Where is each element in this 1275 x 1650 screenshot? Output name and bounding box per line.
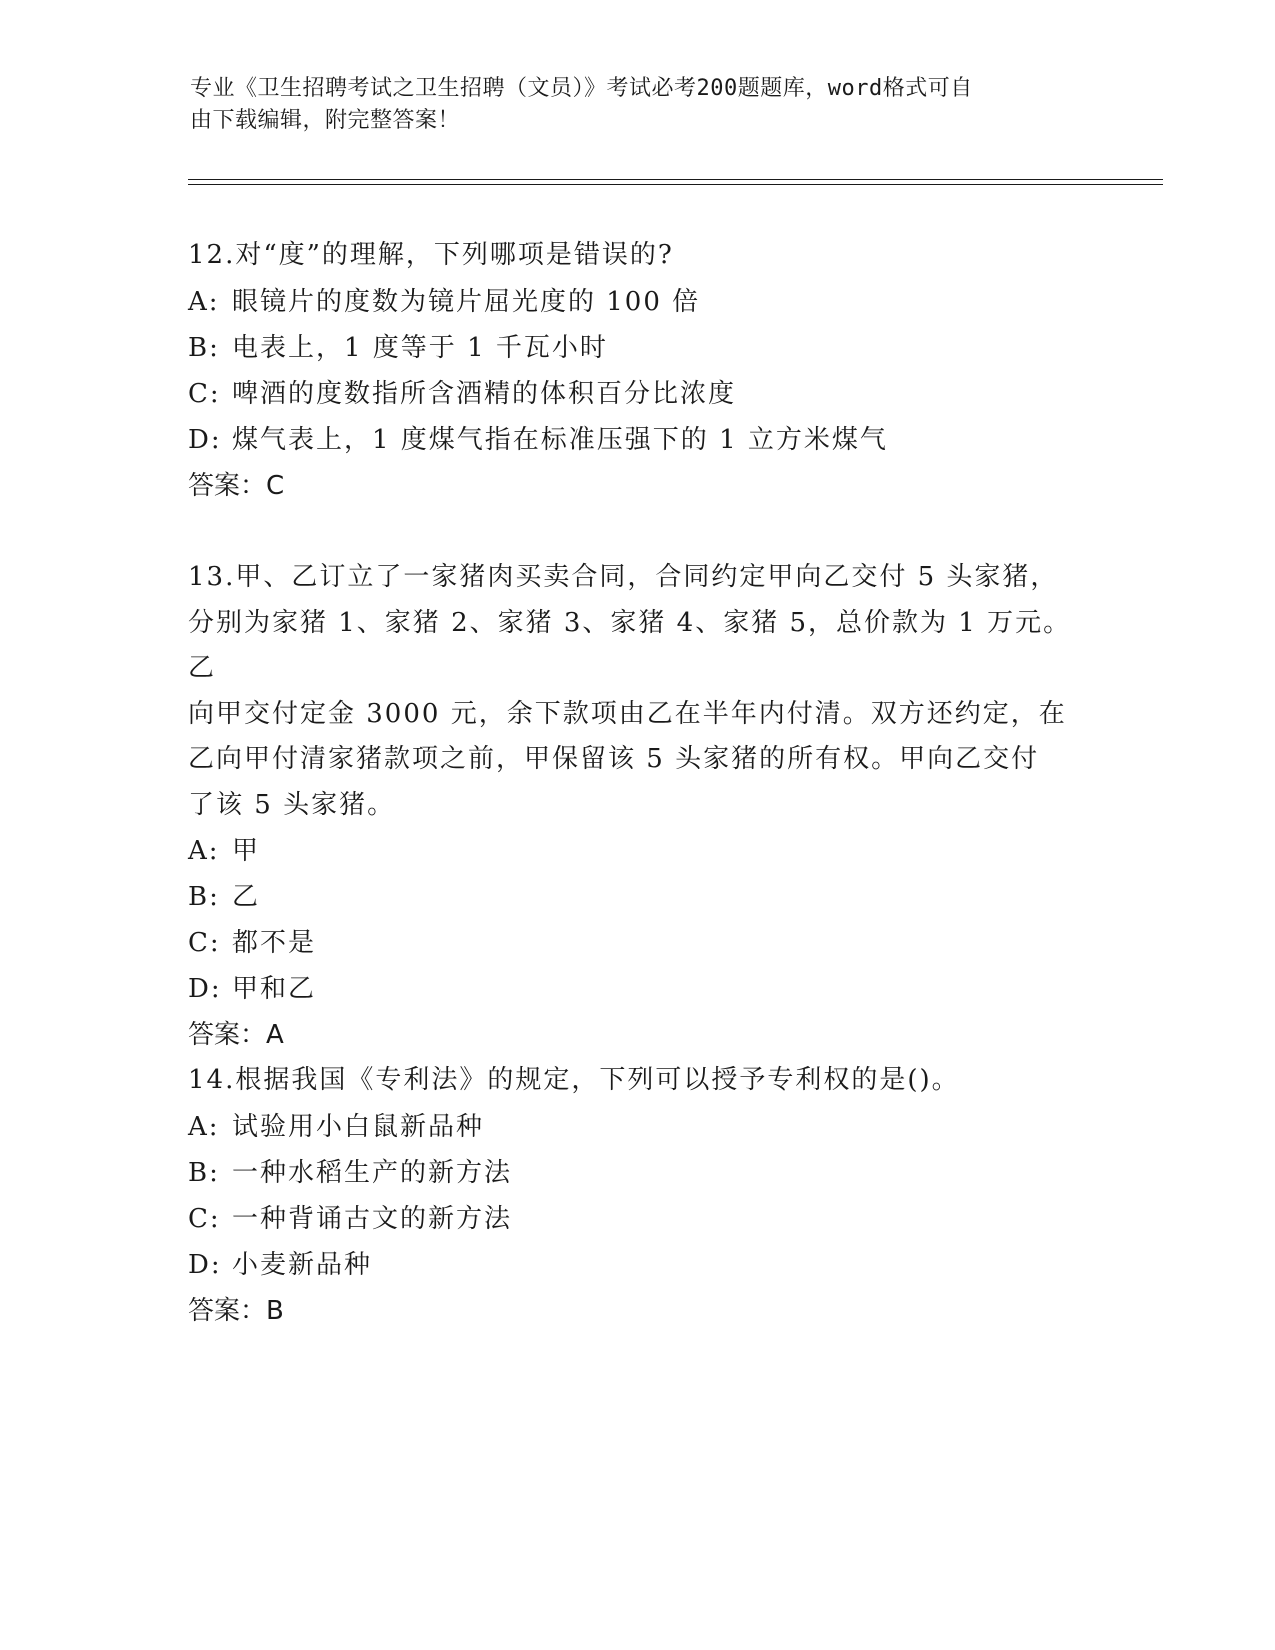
question-stem-line: 13.甲、乙订立了一家猪肉买卖合同，合同约定甲向乙交付 5 头家猪， — [188, 562, 1059, 592]
option-c — [188, 920, 1088, 966]
option-key: D: — [188, 974, 222, 1004]
option-d — [188, 1242, 1088, 1288]
answer-line: 答案：C — [188, 470, 285, 501]
option-key: A: — [188, 286, 220, 317]
question-stem-line: 向甲交付定金 3000 元，余下款项由乙在半年内付清。双方还约定，在 — [188, 698, 1067, 729]
option-key: D: — [188, 1249, 222, 1280]
option-key: A: — [188, 836, 220, 866]
option-c — [188, 1196, 1088, 1242]
option-a — [188, 828, 1088, 874]
question-13 — [188, 555, 1088, 1058]
option-text: 一种水稻生产的新方法 — [232, 1157, 513, 1188]
option-text: 试验用小白鼠新品种 — [232, 1111, 485, 1142]
header-line: 专业《卫生招聘考试之卫生招聘（文员）》考试必考200题题库，word格式可自 — [190, 76, 973, 101]
option-text: 都不是 — [232, 928, 317, 958]
option-key: B: — [188, 1157, 220, 1188]
option-text: 眼镜片的度数为镜片屈光度的 100 倍 — [232, 286, 701, 317]
option-text: 甲 — [232, 836, 261, 866]
header-line: 由下载编辑，附完整答案！ — [190, 108, 461, 133]
option-a — [188, 1104, 1088, 1150]
header-divider — [188, 179, 1163, 180]
option-key: D: — [188, 424, 222, 455]
question-stem-line: 了该 5 头家猪。 — [188, 789, 396, 820]
header-divider — [188, 184, 1163, 185]
question-12 — [188, 233, 1088, 509]
option-key: B: — [188, 882, 220, 912]
option-d — [188, 966, 1088, 1012]
option-text: 乙 — [232, 882, 261, 912]
option-text: 小麦新品种 — [232, 1249, 373, 1280]
option-b — [188, 874, 1088, 920]
document-header — [190, 73, 1090, 137]
option-text: 电表上，1 度等于 1 千瓦小时 — [232, 332, 608, 363]
option-text: 甲和乙 — [232, 974, 317, 1004]
option-key: A: — [188, 1111, 220, 1142]
option-key: B: — [188, 332, 220, 363]
answer-line: 答案：A — [188, 1020, 284, 1050]
option-b — [188, 325, 1088, 371]
option-key: C: — [188, 1203, 221, 1234]
question-stem-line: 乙向甲付清家猪款项之前，甲保留该 5 头家猪的所有权。甲向乙交付 — [188, 744, 1040, 774]
question-14 — [188, 1058, 1088, 1334]
option-text: 一种背诵古文的新方法 — [232, 1203, 513, 1234]
question-stem: 14.根据我国《专利法》的规定，下列可以授予专利权的是()。 — [188, 1065, 960, 1095]
option-a — [188, 279, 1088, 325]
question-stem-line: 分别为家猪 1、家猪 2、家猪 3、家猪 4、家猪 5，总价款为 1 万元。乙 — [188, 607, 1072, 683]
option-key: C: — [188, 928, 221, 958]
option-d — [188, 417, 1088, 463]
option-b — [188, 1150, 1088, 1196]
option-c — [188, 371, 1088, 417]
question-stem: 12.对“度”的理解，下列哪项是错误的? — [188, 240, 674, 270]
option-text: 啤酒的度数指所含酒精的体积百分比浓度 — [232, 378, 737, 409]
option-key: C: — [188, 378, 221, 409]
answer-line: 答案：B — [188, 1295, 284, 1326]
option-text: 煤气表上，1 度煤气指在标准压强下的 1 立方米煤气 — [232, 424, 888, 455]
